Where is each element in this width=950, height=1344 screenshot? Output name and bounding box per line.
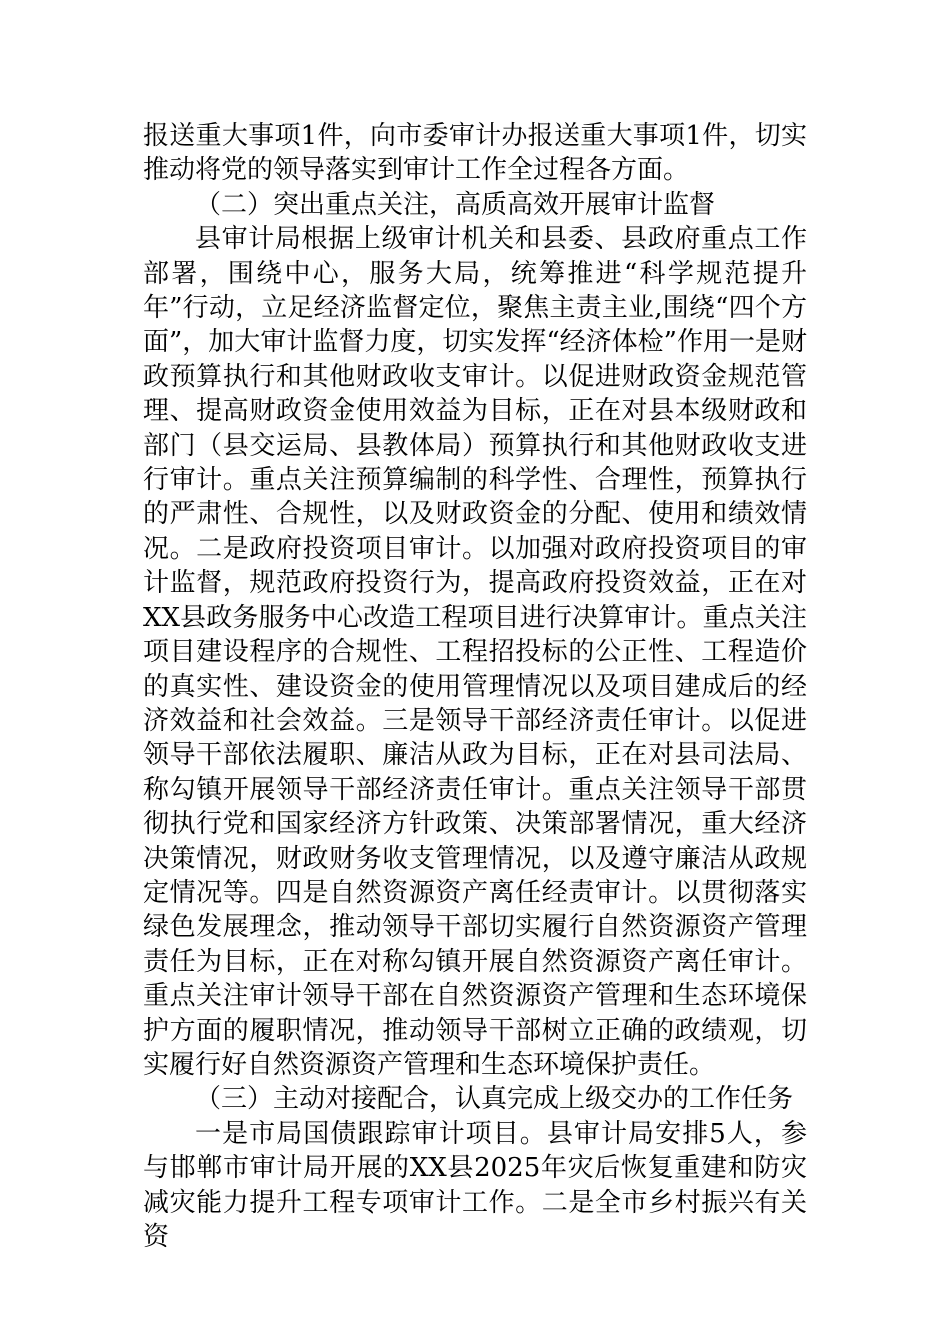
- section-heading-3: （三）主动对接配合，认真完成上级交办的工作任务: [195, 1084, 794, 1115]
- paragraph-audit-supervision: 县审计局根据上级审计机关和县委、县政府重点工作部署，围绕中心，服务大局，统筹推进“科学规范提升年”行动，立足经济监督定位，聚焦主责主业,围绕“四个方面”，加大审计监督力度，切实发挥“经济体检”作用一是财政预算执行和其他财政收支审计。以促进财政资金规范管理、提高财政资金使用效益为目标，正在对县本级财政和部门（县交运局、县教体局）预算执行和其他财政收支进行审计。重点关注预算编制的科学性、合理性，预算执行的严肃性、合规性，以及财政资金的分配、使用和绩效情况。二是政府投资项目审计。以加强对政府投资项目的审计监督，规范政府投资行为，提高政府投资效益，正在对XX县政务服务中心改造工程项目进行决算审计。重点关注项目建设程序的合规性、工程招投标的公正性、工程造价的真实性、建设资金的使用管理情况以及项目建成后的经济效益和社会效益。三是领导干部经济责任审计。以促进领导干部依法履职、廉洁从政为目标，正在对县司法局、称勾镇开展领导干部经济责任审计。重点关注领导干部贯彻执行党和国家经济方针政策、决策部署情况，重大经济决策情况，财政财务收支管理情况，以及遵守廉洁从政规定情况等。四是自然资源资产离任经责审计。以贯彻落实绿色发展理念，推动领导干部切实履行自然资源资产管理责任为目标，正在对称勾镇开展自然资源资产离任审计。重点关注审计领导干部在自然资源资产管理和生态环境保护方面的履职情况，推动领导干部树立正确的政绩观，切实履行好自然资源资产管理和生态环境保护责任。: [143, 224, 807, 1080]
- paragraph-assigned-tasks: 一是市局国债跟踪审计项目。县审计局安排5人，参与邯郸市审计局开展的XX县2025年灾后恢复重建和防灾减灾能力提升工程专项审计工作。二是全市乡村振兴有关资: [143, 1118, 807, 1252]
- paragraph-continuation: 报送重大事项1件，向市委审计办报送重大事项1件，切实推动将党的领导落实到审计工作全过程各方面。: [143, 121, 807, 186]
- document-body: [143, 119, 807, 1254]
- section-heading-2: （二）突出重点关注，高质高效开展审计监督: [195, 189, 716, 220]
